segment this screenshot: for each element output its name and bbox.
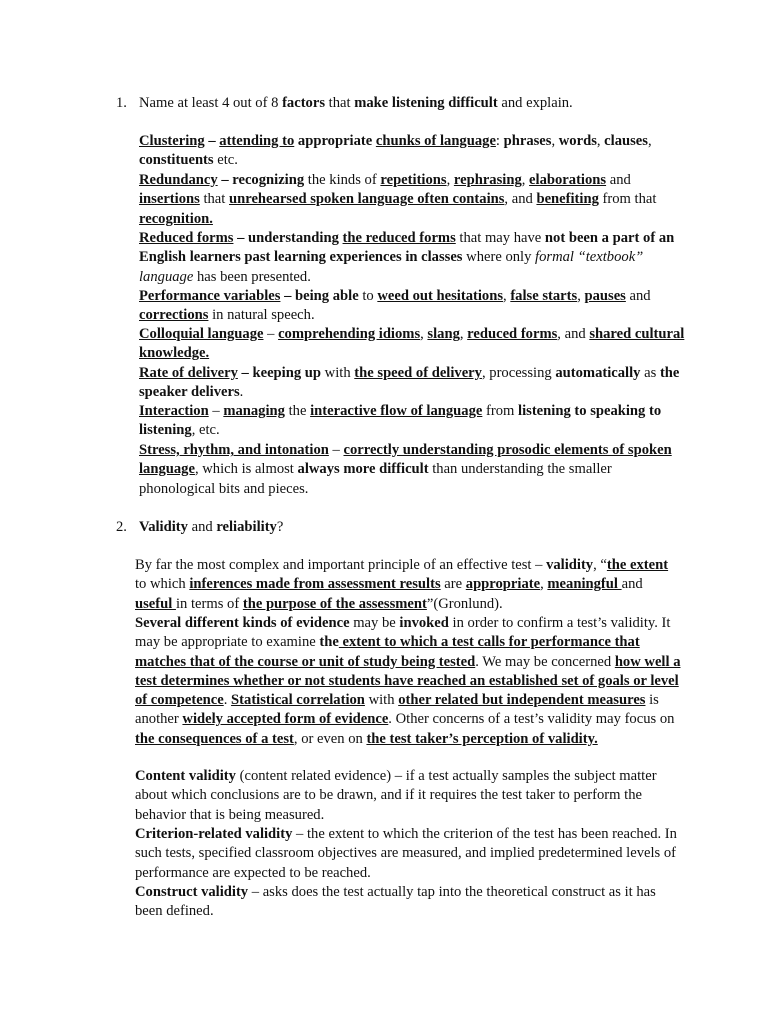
- text-run: as: [640, 365, 660, 381]
- text-run: –: [280, 288, 296, 304]
- text-run: the: [319, 634, 339, 651]
- text-run: Name at least 4 out of 8: [139, 95, 283, 111]
- text-run: , and: [557, 326, 590, 342]
- text-run: other related but independent measures: [398, 692, 646, 709]
- text-run: the speaker delivers: [139, 365, 680, 401]
- text-run: ,: [577, 288, 585, 304]
- text-run: invoked: [399, 615, 449, 631]
- text-run: constituents: [139, 152, 214, 169]
- text-run: validity: [546, 557, 594, 573]
- text-run: weed out hesitations: [377, 288, 504, 304]
- text-run: , etc.: [191, 422, 220, 439]
- text-run: the speed of delivery: [354, 365, 482, 381]
- question-1-number: 1.: [116, 95, 127, 111]
- text-run: to which: [135, 576, 190, 593]
- text-run: interactive flow of language: [310, 403, 483, 419]
- text-run: –: [217, 172, 233, 188]
- text-run: ,: [647, 133, 652, 149]
- text-run: ,: [521, 172, 530, 188]
- text-run: and: [606, 172, 631, 188]
- text-run: ,: [459, 326, 468, 342]
- factor-stress-rhythm-intonation: [139, 441, 687, 499]
- text-run: reliability: [216, 519, 277, 535]
- text-run: to: [358, 288, 378, 304]
- text-run: that: [199, 191, 229, 208]
- text-run: ?: [276, 519, 284, 535]
- text-run: appropriate: [465, 576, 541, 593]
- text-run: understanding: [248, 230, 339, 246]
- question-2-number: 2.: [116, 519, 127, 535]
- text-run: Criterion-related validity: [135, 826, 293, 842]
- text-run: By far the most complex and important principle of an effective test –: [135, 557, 547, 573]
- text-run: inferences made from assessment results: [189, 576, 441, 593]
- text-run: widely accepted form of evidence: [182, 711, 389, 728]
- text-run: managing: [223, 403, 285, 419]
- text-run: . Other concerns of a test’s validity may focus on: [388, 711, 675, 728]
- text-run: make listening difficult: [354, 95, 498, 111]
- text-run: Interaction: [139, 403, 209, 419]
- text-run: being able: [295, 288, 359, 304]
- text-run: and: [187, 519, 217, 535]
- text-run: in terms of: [175, 595, 243, 612]
- text-run: corrections: [139, 307, 209, 324]
- text-run: etc.: [213, 152, 238, 169]
- text-run: –: [204, 133, 220, 149]
- text-run: ,: [540, 576, 548, 593]
- text-run: how well a test determines whether or not students have reached an established set of goals or level of competence: [135, 653, 681, 709]
- text-run: has been presented.: [193, 268, 311, 285]
- text-run: – asks does the test actually tap into the theoretical construct as it has been defined.: [135, 884, 656, 920]
- text-run: meaningful: [547, 576, 622, 593]
- text-run: always more difficult: [297, 461, 429, 478]
- factor-colloquial-language: [139, 325, 687, 364]
- text-run: the test taker’s perception of validity.: [366, 730, 598, 747]
- text-run: and: [621, 576, 643, 593]
- text-run: .: [239, 384, 244, 401]
- text-run: ,: [420, 326, 428, 342]
- text-run: repetitions: [380, 172, 447, 188]
- text-run: , and: [504, 191, 537, 208]
- text-run: false starts: [510, 288, 578, 304]
- text-run: appropriate: [294, 133, 376, 149]
- text-run: Construct validity: [135, 884, 249, 900]
- text-run: keeping up: [252, 365, 322, 381]
- text-run: with: [364, 692, 399, 709]
- factor-redundancy: [139, 171, 687, 229]
- text-run: Colloquial language: [139, 326, 264, 342]
- text-run: unrehearsed spoken language often contains: [229, 191, 505, 208]
- text-run: ,: [446, 172, 454, 188]
- text-run: ”(Gronlund).: [426, 595, 503, 612]
- text-run: Several different kinds of evidence: [135, 615, 350, 631]
- text-run: may be: [349, 615, 400, 631]
- text-run: –: [233, 230, 249, 246]
- construct-validity: [135, 883, 683, 922]
- text-run: phrases: [503, 133, 552, 149]
- factor-interaction: [139, 402, 687, 441]
- text-run: :: [495, 133, 504, 149]
- text-run: Content validity: [135, 768, 236, 784]
- text-run: from: [482, 403, 519, 419]
- text-run: from that: [598, 191, 657, 208]
- text-run: and explain.: [497, 95, 573, 111]
- text-run: that: [325, 95, 355, 111]
- text-run: Statistical correlation: [231, 692, 365, 709]
- text-run: elaborations: [529, 172, 607, 188]
- text-run: recognition.: [139, 210, 213, 227]
- text-run: insertions: [139, 191, 200, 208]
- text-run: , processing: [481, 365, 556, 381]
- validity-evidence: [135, 614, 683, 749]
- text-run: the: [284, 403, 311, 419]
- text-run: in order to confirm a test’s validity. It may be appropriate to examine: [135, 615, 671, 651]
- text-run: with: [321, 365, 355, 381]
- factor-reduced-forms: [139, 229, 687, 287]
- text-run: not been a part of an English learners past learning experiences in classes: [139, 230, 675, 266]
- text-run: –: [208, 403, 224, 419]
- text-run: ,: [551, 133, 559, 149]
- validity-definition: [135, 556, 683, 614]
- text-run: ,: [596, 133, 605, 149]
- text-run: the reduced forms: [342, 230, 456, 246]
- text-run: Rate of delivery: [139, 365, 238, 381]
- text-run: than understanding the smaller phonological bits and pieces.: [139, 461, 612, 497]
- criterion-related-validity: [135, 825, 683, 883]
- text-run: –: [328, 442, 344, 458]
- text-run: comprehending idioms: [278, 326, 421, 342]
- text-run: extent to which a test calls for performance that matches that of the course or unit of study being tested: [135, 634, 640, 670]
- text-run: , or even on: [293, 730, 367, 747]
- text-run: the consequences of a test: [135, 730, 294, 747]
- text-run: is another: [135, 692, 659, 728]
- text-run: Stress, rhythm, and intonation: [139, 442, 329, 458]
- question-2-prompt: [139, 518, 699, 537]
- text-run: words: [558, 133, 597, 149]
- text-run: correctly understanding prosodic elements of spoken language: [139, 442, 672, 478]
- text-run: useful: [135, 595, 176, 612]
- text-run: , “: [593, 557, 607, 573]
- text-run: in natural speech.: [208, 307, 315, 324]
- text-run: attending to: [219, 133, 295, 149]
- text-run: . We may be concerned: [475, 653, 615, 670]
- text-run: chunks of language: [375, 133, 496, 149]
- text-run: are: [440, 576, 466, 593]
- text-run: Validity: [139, 519, 188, 535]
- text-run: rephrasing: [453, 172, 522, 188]
- text-run: the purpose of the assessment: [242, 595, 427, 612]
- factor-performance-variables: [139, 287, 687, 326]
- text-run: the extent: [606, 557, 669, 573]
- text-run: where only: [462, 249, 536, 266]
- question-1-prompt: [139, 94, 699, 113]
- text-run: recognizing: [232, 172, 305, 188]
- text-run: benefiting: [536, 191, 599, 208]
- text-run: (content related evidence) – if a test actually samples the subject matter about which conclusions are to be drawn, and if it requires the test taker to perform the behavior that is being measured.: [135, 768, 657, 823]
- text-run: Clustering: [139, 133, 205, 149]
- text-run: pauses: [584, 288, 626, 304]
- text-run: Performance variables: [139, 288, 281, 304]
- text-run: the kinds of: [304, 172, 381, 188]
- text-run: listening to speaking to listening: [139, 403, 662, 439]
- text-run: .: [223, 692, 232, 709]
- content-validity: [135, 767, 683, 825]
- text-run: and: [625, 288, 651, 304]
- text-run: that may have: [455, 230, 545, 246]
- text-run: ,: [503, 288, 511, 304]
- text-run: slang: [427, 326, 460, 342]
- text-run: , which is almost: [194, 461, 298, 478]
- text-run: Redundancy: [139, 172, 218, 188]
- factor-clustering: [139, 132, 687, 171]
- text-run: automatically: [555, 365, 641, 381]
- text-run: –: [237, 365, 253, 381]
- text-run: formal “textbook” language: [139, 249, 644, 285]
- text-run: –: [263, 326, 279, 342]
- text-run: – the extent to which the criterion of the test has been reached. In such tests, specified classroom objectives are measured, and implied predetermined levels of performance are expected to be reached.: [135, 826, 677, 881]
- text-run: factors: [282, 95, 326, 111]
- factor-rate-of-delivery: [139, 364, 687, 403]
- text-run: Reduced forms: [139, 230, 234, 246]
- text-run: reduced forms: [467, 326, 558, 342]
- text-run: clauses: [604, 133, 648, 149]
- text-run: shared cultural knowledge.: [139, 326, 685, 362]
